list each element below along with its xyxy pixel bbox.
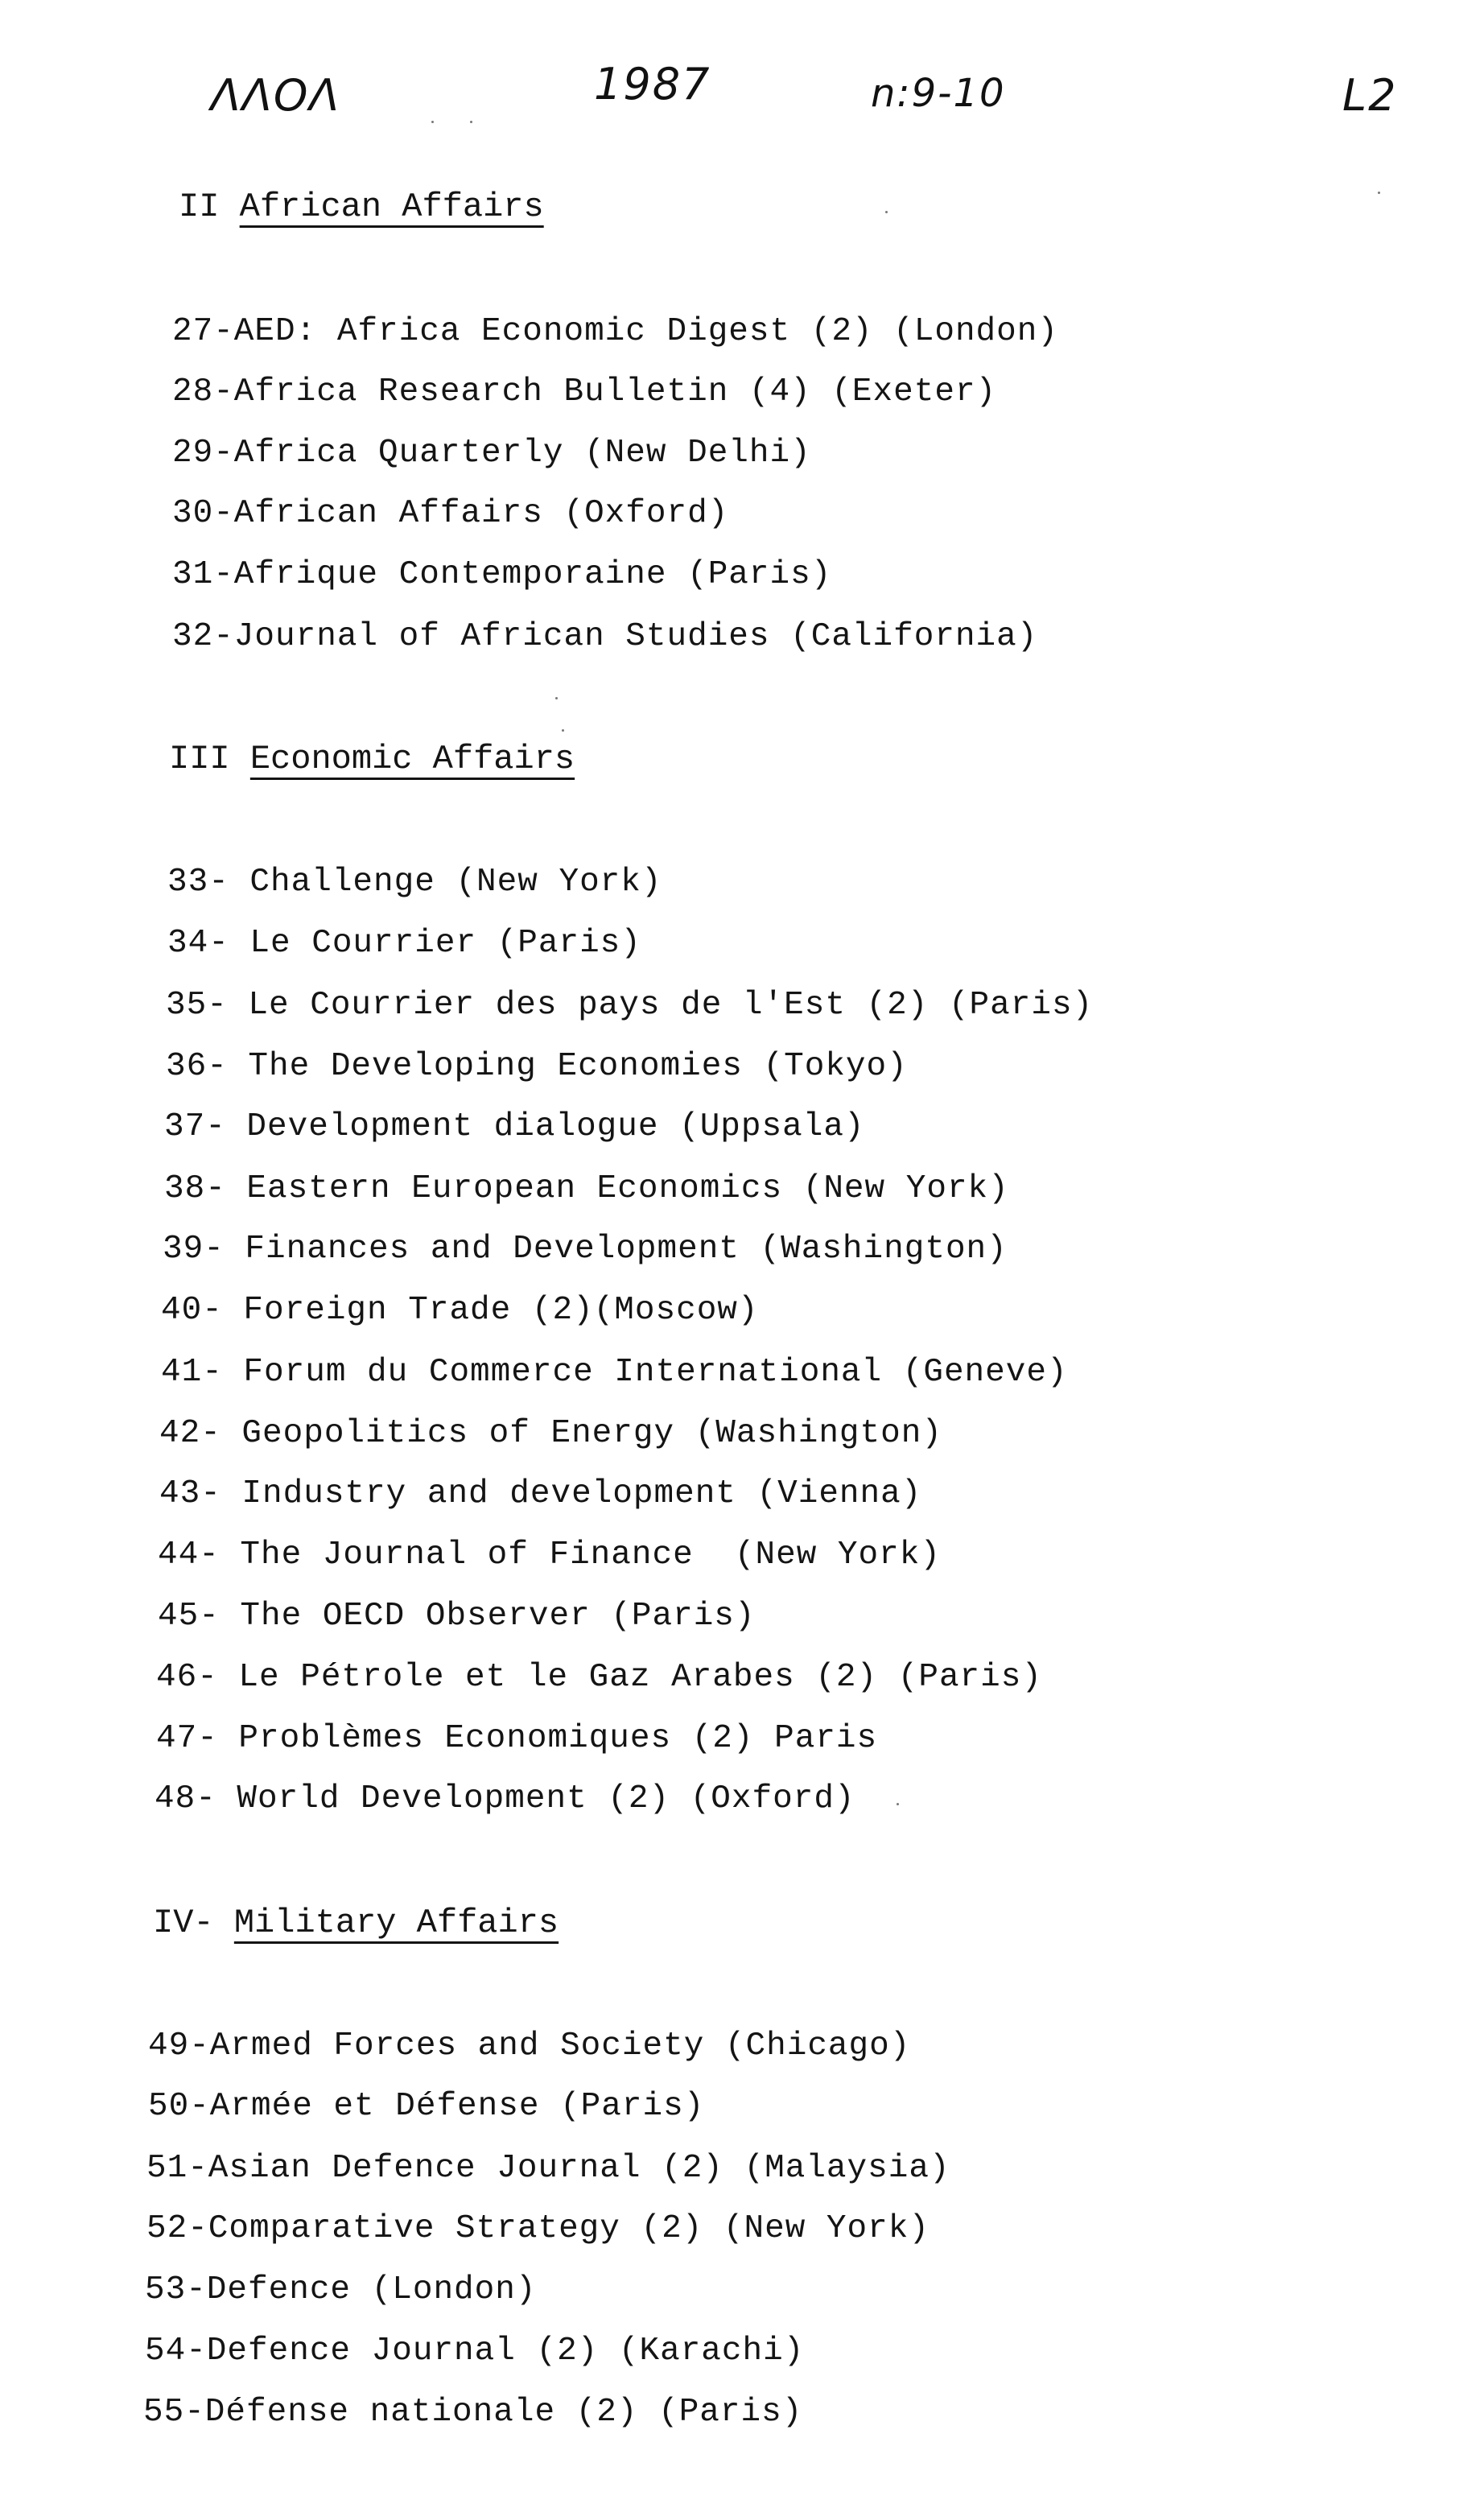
- list-item: 27-AED: Africa Economic Digest (2) (London): [172, 313, 1058, 350]
- scan-speck: [562, 729, 564, 732]
- list-item: 48- World Development (2) (Oxford): [155, 1780, 855, 1817]
- list-item: 31-Afrique Contemporaine (Paris): [172, 556, 832, 593]
- handwritten-year: 1987: [594, 59, 711, 109]
- list-item: 47- Problèmes Economiques (2) Paris: [156, 1720, 878, 1757]
- section-numeral: IV-: [153, 1904, 214, 1942]
- list-item: 30-African Affairs (Oxford): [172, 495, 729, 532]
- handwritten-page-mark: L2: [1342, 70, 1398, 121]
- list-item: 32-Journal of African Studies (California): [172, 618, 1038, 655]
- scan-speck: [885, 211, 888, 213]
- list-item: 52-Comparative Strategy (2) (New York): [146, 2210, 930, 2247]
- list-item: 53-Defence (London): [145, 2271, 537, 2308]
- list-item: 37- Development dialogue (Uppsala): [164, 1108, 865, 1145]
- section-title: African Affairs: [239, 188, 544, 226]
- list-item: 51-Asian Defence Journal (2) (Malaysia): [146, 2150, 950, 2187]
- list-item: 28-Africa Research Bulletin (4) (Exeter): [172, 373, 997, 410]
- section-numeral: II: [179, 188, 220, 226]
- list-item: 29-Africa Quarterly (New Delhi): [172, 435, 811, 472]
- section-heading: [169, 742, 575, 776]
- section-title: Economic Affairs: [249, 740, 575, 778]
- list-item: 40- Foreign Trade (2)(Moscow): [161, 1292, 759, 1329]
- list-item: 33- Challenge (New York): [167, 864, 662, 901]
- list-item: 46- Le Pétrole et le Gaz Arabes (2) (Paris): [156, 1659, 1042, 1696]
- scan-speck: [555, 697, 558, 699]
- section-heading: [179, 190, 544, 224]
- list-item: 42- Geopolitics of Energy (Washington): [159, 1415, 942, 1452]
- list-item: 55-Défense nationale (2) (Paris): [143, 2394, 803, 2431]
- list-item: 39- Finances and Development (Washington): [163, 1231, 1008, 1268]
- list-item: 49-Armed Forces and Society (Chicago): [148, 2028, 911, 2065]
- handwritten-mark: ΛΛΟΛ: [211, 70, 341, 121]
- list-item: 35- Le Courrier des pays de l'Est (2) (Paris): [166, 987, 1094, 1024]
- list-item: 36- The Developing Economies (Tokyo): [166, 1048, 908, 1085]
- scan-speck: [470, 121, 472, 123]
- scan-speck: [431, 121, 434, 123]
- list-item: 54-Defence Journal (2) (Karachi): [145, 2333, 805, 2370]
- list-item: 38- Eastern European Economics (New York): [164, 1170, 1009, 1207]
- handwritten-issue: n:9-10: [871, 71, 1006, 116]
- scan-speck: [897, 1803, 899, 1805]
- list-item: 44- The Journal of Finance (New York): [158, 1537, 941, 1574]
- scan-speck: [1378, 192, 1380, 194]
- section-heading: [153, 1906, 559, 1940]
- section-numeral: III: [169, 740, 230, 778]
- list-item: 45- The OECD Observer (Paris): [158, 1598, 756, 1635]
- list-item: 41- Forum du Commerce International (Geneve): [161, 1354, 1068, 1391]
- list-item: 43- Industry and development (Vienna): [159, 1475, 922, 1512]
- section-title: Military Affairs: [233, 1904, 559, 1942]
- list-item: 50-Armée et Défense (Paris): [148, 2088, 705, 2125]
- list-item: 34- Le Courrier (Paris): [167, 925, 641, 962]
